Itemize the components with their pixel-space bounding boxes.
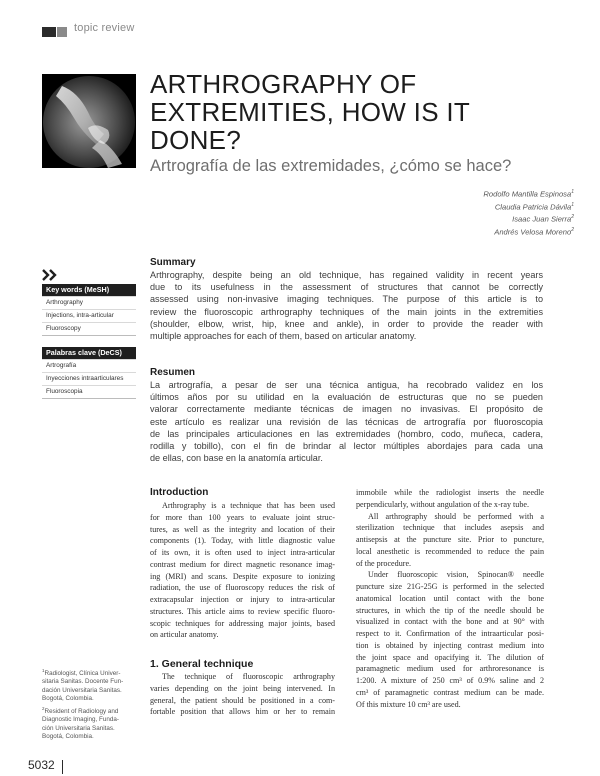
resumen-line: La artrografía, a pesar de ser una técnica antigua, ha recobrado validez en los [150,380,543,390]
palabra-item: Inyecciones intraarticulares [42,372,136,385]
intro-line: extracapsular injection or injury to intra-articular [150,595,335,604]
resumen-heading: Resumen [150,367,196,378]
intro-line: for more than 100 years to evaluate joint struc- [150,512,335,522]
intro-line: of its own, it is often used to inject intra-articular [150,548,335,557]
col2-line: local anesthetic is recommended to reduce the pain [356,546,544,556]
col2-line: immobile while the radiologist inserts the needle [356,488,544,497]
author: Isaac Juan Sierra$^2$ [512,214,574,224]
summary-heading: Summary [150,257,196,268]
col2-line: structures, in which the tip of the needle should be [356,605,544,615]
summary-line: assessed using non-invasive imaging techniques. The purpose of this article is to [150,294,543,305]
intro-line: radiation, the use of fluoroscopy reduces the risk of [150,583,335,593]
resumen-text [150,379,543,464]
keyword-item: Injections, intra-articular [42,309,136,322]
resumen-line: valorar correctamente mediante técnicas de imagen no invasivas. El propósito de [150,404,543,415]
summary-line: multiple approaches for each of them, based on articular anatomy. [150,331,417,342]
summary-line: Arthrography, despite being an old technique, has regained validity in recent years [150,270,543,280]
double-chevron-icon [42,268,60,282]
title-line: ARTHROGRAPHY OF [150,69,417,99]
col2-line: perpendicularly, without angulation of the x-ray tube. [356,499,529,509]
header-bar-gray [57,27,67,37]
col2-line: antisepsis at the puncture site. Prior to puncture, [356,535,544,544]
author-list [483,187,574,237]
summary-line: (shoulder, elbow, wrist, hip, knee and ankle), in order to provide the reader with [150,318,543,329]
resumen-line: rodilla y tobillo), con el fin de brindar al lector múltiples abordajes para cada una [150,441,543,452]
general-technique-heading: 1. General technique [150,658,254,670]
palabra-item: Artrografía [42,359,136,372]
keyword-item: Fluoroscopy [42,322,136,335]
page-number: 5032 [28,758,55,772]
general-line: general, the patient should be positioned in a com- [150,695,335,705]
affiliation-1: $^1$Radiologist, Clínica Univer- sitaria Sanitas. Docente Fun- dación Universitaria Sanitas. Bogotá, Colombia. [42,668,124,702]
general-technique-text [150,671,335,718]
keywords-title: Key words (MeSH) [42,284,136,296]
title-line: DONE? [150,125,242,155]
resumen-line: últimos años por su utilidad en la evaluación de estructuras que no se pueden [150,392,543,403]
author: Claudia Patricia Dávila$^1$ [494,201,574,212]
resumen-line: de las principales articulaciones en las extremidades (hombro, codo, muñeca, cadera, [150,428,543,439]
author: Rodolfo Mantilla Espinosa$^1$ [483,189,574,199]
intro-line: components (1). Today, with little diagnostic value [150,536,335,546]
col2-line: visualized in contact with the bone and at 90° with [356,617,544,627]
col2-line: the joint space and opacifying it. The dilution of [356,652,544,662]
intro-line: tures, as well as the integrity and location of their [150,524,335,534]
col2-line: puncture size 21G-25G is performed in the selected [356,582,544,591]
article-subtitle: Artrografía de las extremidades, ¿cómo se hace? [150,157,512,175]
palabras-title: Palabras clave (DeCS) [42,347,136,359]
general-line: fortable position that allows him or her to remain [150,707,335,717]
keywords-box [42,284,136,336]
introduction-text [150,500,335,641]
intro-line: structures. This article aims to review specific fluoro- [150,606,335,616]
summary-text [150,269,543,342]
col2-line: 1:200. A mixture of 250 cm³ of 0.9% saline and 2 [356,676,544,685]
title-line: EXTREMITIES, HOW IS IT [150,97,471,127]
intro-line: scopic techniques for addressing major joints, based [150,618,335,628]
summary-line: due to its usefulness in the assessment of structures that cannot be correctly [150,282,543,293]
general-line: varies depending on the joint being intervened. In [150,683,335,693]
introduction-heading: Introduction [150,487,209,498]
arthrogram-thumbnail [42,74,136,168]
col2-line: sterilization technique that includes asepsis and [356,523,544,533]
intro-line: on articular anatomy. [150,630,219,640]
col2-line: tion is obtained by injecting contrast medium into [356,640,544,650]
general-line: The technique of fluoroscopic arthrography [162,672,335,681]
summary-line: review the fluoroscopic arthrography techniques of the main joints in the extremities [150,306,543,317]
author: Andrés Velosa Moreno$^2$ [494,226,574,237]
intro-line: ing (MRI) and scans. Despite exposure to ionizing [150,571,335,581]
col2-line: Under fluoroscopic vision, Spinocan® needle [368,570,544,580]
page-number-rule [62,760,63,774]
palabras-clave-box [42,347,136,399]
intro-line: Arthrography is a technique that has been used [162,501,335,510]
col2-line: All arthrography should be performed with a [368,511,544,521]
section-label: topic review [74,22,135,34]
header-bar-dark [42,27,56,37]
article-title [150,70,570,154]
resumen-line: de ellas, con base en la anatomía articular. [150,453,323,464]
palabra-item: Fluoroscopia [42,385,136,398]
affiliation-2: $^2$Resident of Radiology and Diagnostic Imaging, Funda- ción Universitaria Sanitas. Bogotá, Colombia. [42,706,120,740]
col2-line: Of this mixture 10 cm³ are used. [356,699,461,709]
col2-line: respect to it. Confirmation of the intraarticular posi- [356,629,544,638]
right-column-text [356,487,544,710]
intro-line: contrast medium for direct magnetic resonance imag- [150,559,335,569]
resumen-line: este artículo es realizar una revisión de las técnicas de artrografía por fluoroscopia [150,416,543,427]
col2-line: cm³ of paramagnetic contrast medium can be made. [356,687,544,697]
col2-line: anatomical location until contact with the bone [356,593,544,603]
col2-line: paramagnetic medium used for arthroresonance is [356,664,544,674]
col2-line: of the procedure. [356,558,412,568]
keyword-item: Arthrography [42,296,136,309]
